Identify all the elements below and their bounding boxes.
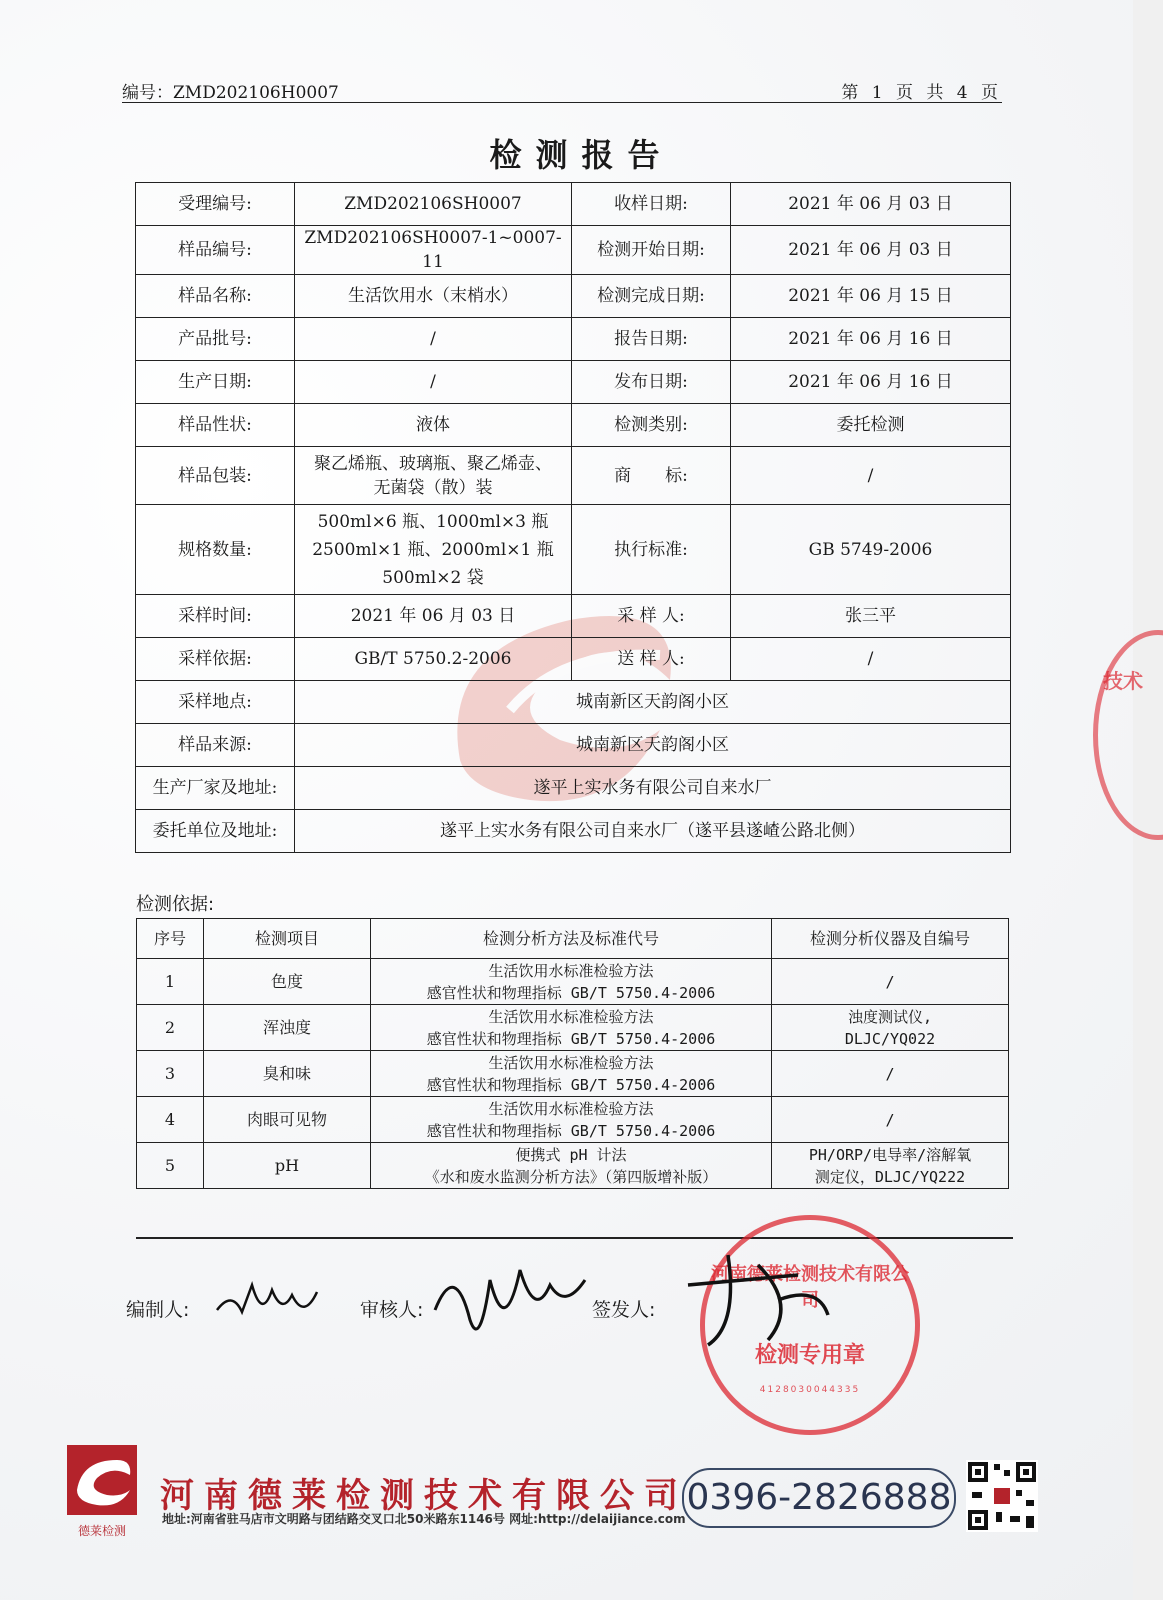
row-item: 色度 (204, 959, 371, 1005)
row-instrument (772, 959, 1009, 1005)
table-row (136, 275, 1011, 318)
cell-value: 遂平上实水务有限公司自来水厂 (295, 767, 1011, 810)
row-item: 肉眼可见物 (204, 1097, 371, 1143)
header-no: 序号 (137, 919, 204, 959)
seal-center-text: 检测专用章 (754, 1343, 865, 1368)
cell-value: 张三平 (731, 595, 1011, 638)
instrument-line: / (885, 1110, 895, 1129)
cell-line: 500ml×2 袋 (382, 567, 484, 588)
cell-value (295, 505, 572, 595)
reviewer-label: 审核人: (360, 1299, 424, 1321)
table-row (136, 638, 1011, 681)
row-no: 3 (137, 1051, 204, 1097)
cell-label: 受理编号: (136, 183, 295, 226)
cell-label: 收样日期: (572, 183, 731, 226)
cell-value: 遂平上实水务有限公司自来水厂（遂平县遂嵖公路北侧） (295, 810, 1011, 853)
company-phone: 0396-2826888 (682, 1468, 956, 1528)
seal-company-text: 河南德莱检测技术有限公司 (711, 1264, 909, 1311)
signature-divider (136, 1237, 1013, 1239)
cell-line: 500ml×6 瓶、1000ml×3 瓶 (317, 511, 549, 532)
cell-label: 样品名称: (136, 275, 295, 318)
header-instrument: 检测分析仪器及自编号 (772, 919, 1009, 959)
cell-value: 委托检测 (731, 404, 1011, 447)
table-row (136, 183, 1011, 226)
row-instrument (772, 1143, 1009, 1189)
instrument-line: 测定仪，DLJC/YQ222 (814, 1167, 966, 1186)
cell-label: 发布日期: (572, 361, 731, 404)
compiler-label: 编制人: (126, 1299, 190, 1321)
logo-caption: 德莱检测 (77, 1524, 127, 1538)
cell-value: / (731, 447, 1011, 505)
company-name: 河南德莱检测技术有限公司 (160, 1476, 688, 1516)
company-logo-icon (62, 1440, 142, 1540)
cell-label: 样品来源: (136, 724, 295, 767)
cell-value: / (295, 361, 572, 404)
row-instrument (772, 1097, 1009, 1143)
cell-value: 生活饮用水（末梢水） (295, 275, 572, 318)
cell-label: 商 标: (572, 447, 731, 505)
cell-line: 聚乙烯瓶、玻璃瓶、聚乙烯壶、 (314, 453, 552, 474)
table-row (137, 1097, 1009, 1143)
table-row (137, 1051, 1009, 1097)
table-row (136, 681, 1011, 724)
cell-value: / (295, 318, 572, 361)
row-no: 4 (137, 1097, 204, 1143)
cell-label: 产品批号: (136, 318, 295, 361)
cell-value (295, 447, 572, 505)
table-header-row (137, 919, 1009, 959)
row-method (371, 959, 772, 1005)
method-line: 感官性状和物理指标 GB/T 5750.4-2006 (426, 1029, 716, 1048)
seal-number: 4128030044335 (759, 1385, 861, 1395)
cell-value: 2021 年 06 月 03 日 (731, 226, 1011, 275)
table-row (136, 505, 1011, 595)
cell-value: ZMD202106SH0007 (295, 183, 572, 226)
row-instrument (772, 1005, 1009, 1051)
row-method (371, 1097, 772, 1143)
instrument-line: PH/ORP/电导率/溶解氧 (808, 1145, 972, 1164)
table-row (136, 810, 1011, 853)
page-number: 第 1 页 共 4 页 (841, 83, 1002, 103)
cell-line: 2500ml×1 瓶、2000ml×1 瓶 (312, 539, 554, 560)
table-row (136, 226, 1011, 275)
table-row (136, 767, 1011, 810)
table-row (136, 404, 1011, 447)
table-row (137, 1143, 1009, 1189)
cell-label: 采样依据: (136, 638, 295, 681)
row-method (371, 1005, 772, 1051)
cell-value: 液体 (295, 404, 572, 447)
cell-value: GB 5749-2006 (731, 505, 1011, 595)
cell-value: 2021 年 06 月 16 日 (731, 361, 1011, 404)
instrument-line: / (885, 1064, 895, 1083)
cell-value: 2021 年 06 月 15 日 (731, 275, 1011, 318)
cell-value: GB/T 5750.2-2006 (295, 638, 572, 681)
cell-label: 规格数量: (136, 505, 295, 595)
table-row (136, 595, 1011, 638)
cell-label: 检测类别: (572, 404, 731, 447)
cell-value: 城南新区天韵阁小区 (295, 724, 1011, 767)
cell-label: 样品包装: (136, 447, 295, 505)
table-row (136, 361, 1011, 404)
cell-value: 城南新区天韵阁小区 (295, 681, 1011, 724)
cell-label: 样品性状: (136, 404, 295, 447)
issuer-label: 签发人: (592, 1299, 656, 1321)
row-method (371, 1051, 772, 1097)
header-item: 检测项目 (204, 919, 371, 959)
method-line: 感官性状和物理指标 GB/T 5750.4-2006 (426, 983, 716, 1002)
table-row (136, 318, 1011, 361)
header-method: 检测分析方法及标准代号 (371, 919, 772, 959)
cell-line: 无菌袋（散）装 (373, 477, 493, 498)
side-seal-text: 技术 (1103, 669, 1143, 693)
row-no: 5 (137, 1143, 204, 1189)
method-line: 便携式 pH 计法 (515, 1145, 627, 1164)
qr-code-icon (966, 1460, 1038, 1532)
compiler-signature-icon (212, 1270, 322, 1330)
company-address: 地址:河南省驻马店市文明路与团结路交叉口北50米路东1146号 网址:http://delaijiance.com (162, 1512, 686, 1526)
cell-label: 报告日期: (572, 318, 731, 361)
row-no: 1 (137, 959, 204, 1005)
cell-label: 生产日期: (136, 361, 295, 404)
cell-label: 采 样 人: (572, 595, 731, 638)
cell-value: 2021 年 06 月 03 日 (295, 595, 572, 638)
row-item: 浑浊度 (204, 1005, 371, 1051)
cell-label: 执行标准: (572, 505, 731, 595)
row-no: 2 (137, 1005, 204, 1051)
cell-value: ZMD202106SH0007-1~0007-11 (295, 226, 572, 275)
basis-title: 检测依据: (136, 894, 215, 915)
method-line: 感官性状和物理指标 GB/T 5750.4-2006 (426, 1075, 716, 1094)
report-header (122, 76, 1002, 103)
report-title: 检测报告 (489, 136, 674, 174)
cell-label: 委托单位及地址: (136, 810, 295, 853)
cell-label: 检测开始日期: (572, 226, 731, 275)
method-line: 生活饮用水标准检验方法 (488, 1053, 654, 1072)
reviewer-signature-icon (425, 1250, 595, 1360)
method-line: 生活饮用水标准检验方法 (488, 961, 654, 980)
cell-label: 送 样 人: (572, 638, 731, 681)
row-item: pH (204, 1143, 371, 1189)
method-line: 生活饮用水标准检验方法 (488, 1007, 654, 1026)
cell-label: 生产厂家及地址: (136, 767, 295, 810)
cell-value: 2021 年 06 月 16 日 (731, 318, 1011, 361)
method-line: 生活饮用水标准检验方法 (488, 1099, 654, 1118)
row-instrument (772, 1051, 1009, 1097)
report-code: 编号：ZMD202106H0007 (122, 83, 339, 103)
cell-label: 检测完成日期: (572, 275, 731, 318)
issuer-signature-icon (668, 1245, 838, 1355)
methods-table (136, 918, 1009, 1189)
table-row (136, 724, 1011, 767)
instrument-line: DLJC/YQ022 (844, 1029, 936, 1048)
method-line: 《水和废水监测分析方法》（第四版增补版） (424, 1167, 718, 1186)
cell-label: 采样地点: (136, 681, 295, 724)
cell-label: 样品编号: (136, 226, 295, 275)
cell-value: 2021 年 06 月 03 日 (731, 183, 1011, 226)
method-line: 感官性状和物理指标 GB/T 5750.4-2006 (426, 1121, 716, 1140)
table-row (137, 1005, 1009, 1051)
cell-label: 采样时间: (136, 595, 295, 638)
table-row (136, 447, 1011, 505)
cell-value: / (731, 638, 1011, 681)
sample-info-table (135, 182, 1011, 853)
instrument-line: 浊度测试仪, (847, 1007, 933, 1026)
instrument-line: / (885, 972, 895, 991)
row-item: 臭和味 (204, 1051, 371, 1097)
table-row (137, 959, 1009, 1005)
row-method (371, 1143, 772, 1189)
